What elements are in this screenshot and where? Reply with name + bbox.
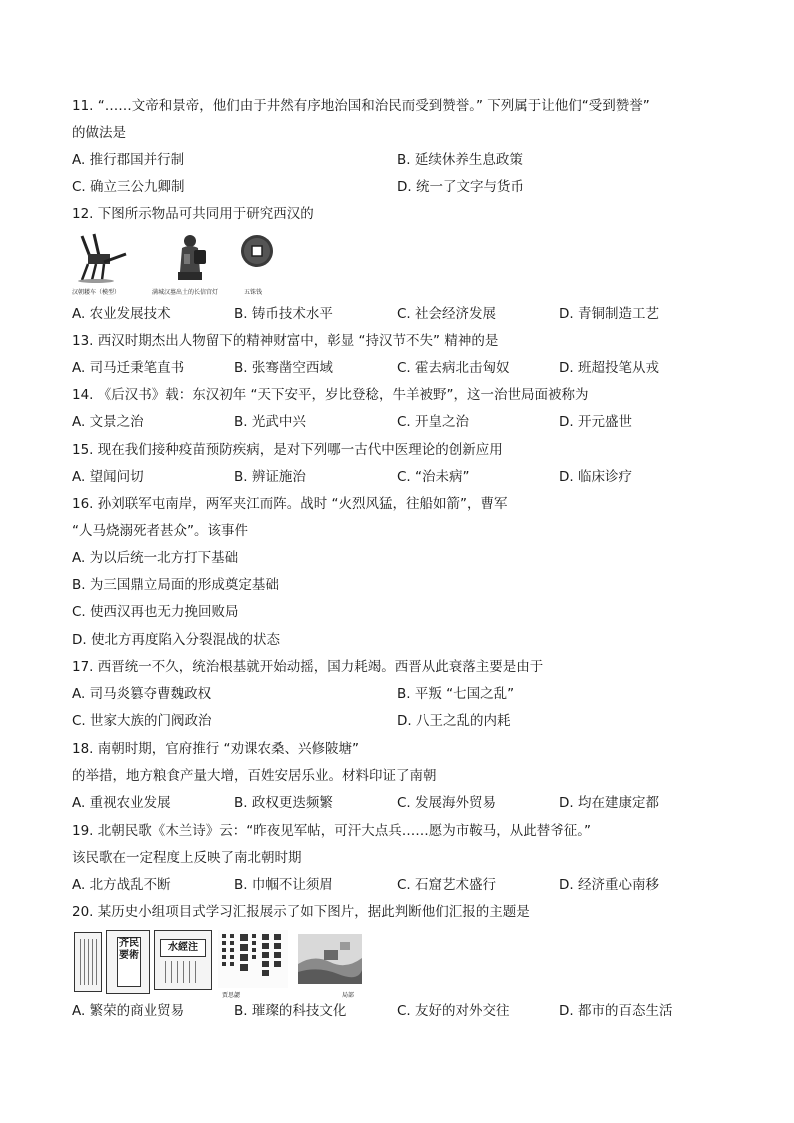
option-b: B. 璀璨的科技文化 [234, 1003, 347, 1019]
question-18-stem: 18. 南朝时期，官府推行 “劝课农桑、兴修陂塘” [72, 741, 360, 757]
question-16-option-c: C. 使西汉再也无力挽回败局 [72, 604, 239, 620]
option-b: B. 光武中兴 [234, 414, 306, 430]
question-11-stem: 11. “……文帝和景帝，他们由于井然有序地治国和治民而受到赞誉。” 下列属于让他们“受到赞誉” [72, 98, 650, 114]
option-b: B. 政权更迭频繁 [234, 795, 333, 811]
question-19-options [72, 876, 732, 894]
question-17-options-row1 [72, 685, 732, 703]
option-c: C. “治未病” [397, 469, 470, 485]
option-b: B. 辨证施治 [234, 469, 306, 485]
option-a: A. 司马迁秉笔直书 [72, 360, 185, 376]
question-20-options [72, 1002, 732, 1020]
question-20-figures [72, 930, 372, 999]
qimin-yaoshu-cover [106, 930, 150, 994]
option-c: C. 霍去病北击匈奴 [397, 360, 510, 376]
option-b: B. 延续休养生息政策 [397, 152, 523, 168]
question-17-stem: 17. 西晋统一不久，统治根基就开始动摇，国力耗竭。西晋从此衰落主要是由于 [72, 659, 544, 675]
option-c: C. 发展海外贸易 [397, 795, 497, 811]
option-d: D. 班超投笔从戎 [559, 360, 659, 376]
shuijingzhu-title: 水經注 [160, 939, 206, 957]
option-b: B. 巾帼不让须眉 [234, 877, 333, 893]
question-20-stem: 20. 某历史小组项目式学习汇报展示了如下图片，据此判断他们汇报的主题是 [72, 904, 530, 920]
question-19-stem-cont: 该民歌在一定程度上反映了南北朝时期 [72, 850, 302, 866]
question-11-stem-cont: 的做法是 [72, 125, 126, 141]
option-d: D. 统一了文字与货币 [397, 179, 524, 195]
painting-image [298, 934, 362, 984]
option-d: D. 青铜制造工艺 [559, 306, 659, 322]
question-12-figures [72, 232, 302, 300]
question-17-options-row2 [72, 712, 732, 730]
question-13-options [72, 359, 732, 377]
question-18-stem-cont: 的举措，地方粮食产量大增，百姓安居乐业。材料印证了南朝 [72, 768, 437, 784]
question-11-options-row2 [72, 178, 732, 196]
painting-caption: 局部 [342, 992, 355, 999]
option-a: A. 繁荣的商业贸易 [72, 1003, 185, 1019]
option-a: A. 推行郡国并行制 [72, 152, 185, 168]
option-a: A. 农业发展技术 [72, 306, 171, 322]
seed-drill-image [74, 232, 132, 284]
palace-lamp-image [170, 232, 210, 284]
question-18-options [72, 794, 732, 812]
question-15-options [72, 468, 732, 486]
question-16-option-d: D. 使北方再度陷入分裂混战的状态 [72, 632, 280, 648]
question-12-options [72, 305, 732, 323]
wuzhu-coin-caption: 五铢钱 [244, 289, 263, 296]
question-16-option-b: B. 为三国鼎立局面的形成奠定基础 [72, 577, 279, 593]
seed-drill-caption: 汉朝耧车（模型） [72, 289, 121, 296]
option-d: D. 均在建康定都 [559, 795, 659, 811]
question-12-stem: 12. 下图所示物品可共同用于研究西汉的 [72, 206, 314, 222]
option-d: D. 都市的百态生活 [559, 1003, 673, 1019]
option-d: D. 八王之乱的内耗 [397, 713, 511, 729]
option-c: C. 确立三公九卿制 [72, 179, 185, 195]
question-16-stem-cont: “人马烧溺死者甚众”。该事件 [72, 523, 248, 539]
option-a: A. 文景之治 [72, 414, 144, 430]
option-c: C. 社会经济发展 [397, 306, 497, 322]
option-a: A. 重视农业发展 [72, 795, 171, 811]
calligraphy-image [218, 930, 288, 988]
option-b: B. 张骞凿空西域 [234, 360, 333, 376]
qimin-yaoshu-title: 齐民要術 [117, 937, 141, 987]
palace-lamp-caption: 满城汉墓出土的长信宫灯 [152, 289, 219, 296]
question-16-stem: 16. 孙刘联军屯南岸，两军夹江而阵。战时 “火烈风猛，往船如箭”，曹军 [72, 496, 508, 512]
calligraphy-caption: 贾思勰 [222, 992, 241, 999]
question-14-stem: 14. 《后汉书》载：东汉初年 “天下安平，岁比登稔，牛羊被野”，这一治世局面被称为 [72, 387, 589, 403]
option-a: A. 北方战乱不断 [72, 877, 171, 893]
option-c: C. 友好的对外交往 [397, 1003, 510, 1019]
option-b: B. 平叛 “七国之乱” [397, 686, 515, 702]
option-d: D. 开元盛世 [559, 414, 632, 430]
question-16-option-a: A. 为以后统一北方打下基础 [72, 550, 239, 566]
question-15-stem: 15. 现在我们接种疫苗预防疾病，是对下列哪一古代中医理论的创新应用 [72, 442, 503, 458]
question-13-stem: 13. 西汉时期杰出人物留下的精神财富中，彰显 “持汉节不失” 精神的是 [72, 333, 499, 349]
option-c: C. 世家大族的门阀政治 [72, 713, 212, 729]
wuzhu-coin-image [240, 234, 274, 268]
question-19-stem: 19. 北朝民歌《木兰诗》云：“昨夜见军帖，可汗大点兵……愿为市鞍马，从此替爷征。” [72, 823, 591, 839]
question-11-options-row1 [72, 151, 732, 169]
ancient-book-page-1 [74, 932, 102, 992]
option-d: D. 临床诊疗 [559, 469, 632, 485]
option-c: C. 开皇之治 [397, 414, 470, 430]
shuijingzhu-cover [154, 930, 212, 990]
option-a: A. 司马炎篡夺曹魏政权 [72, 686, 212, 702]
option-a: A. 望闻问切 [72, 469, 144, 485]
option-b: B. 铸币技术水平 [234, 306, 333, 322]
question-14-options [72, 413, 732, 431]
option-d: D. 经济重心南移 [559, 877, 659, 893]
option-c: C. 石窟艺术盛行 [397, 877, 497, 893]
